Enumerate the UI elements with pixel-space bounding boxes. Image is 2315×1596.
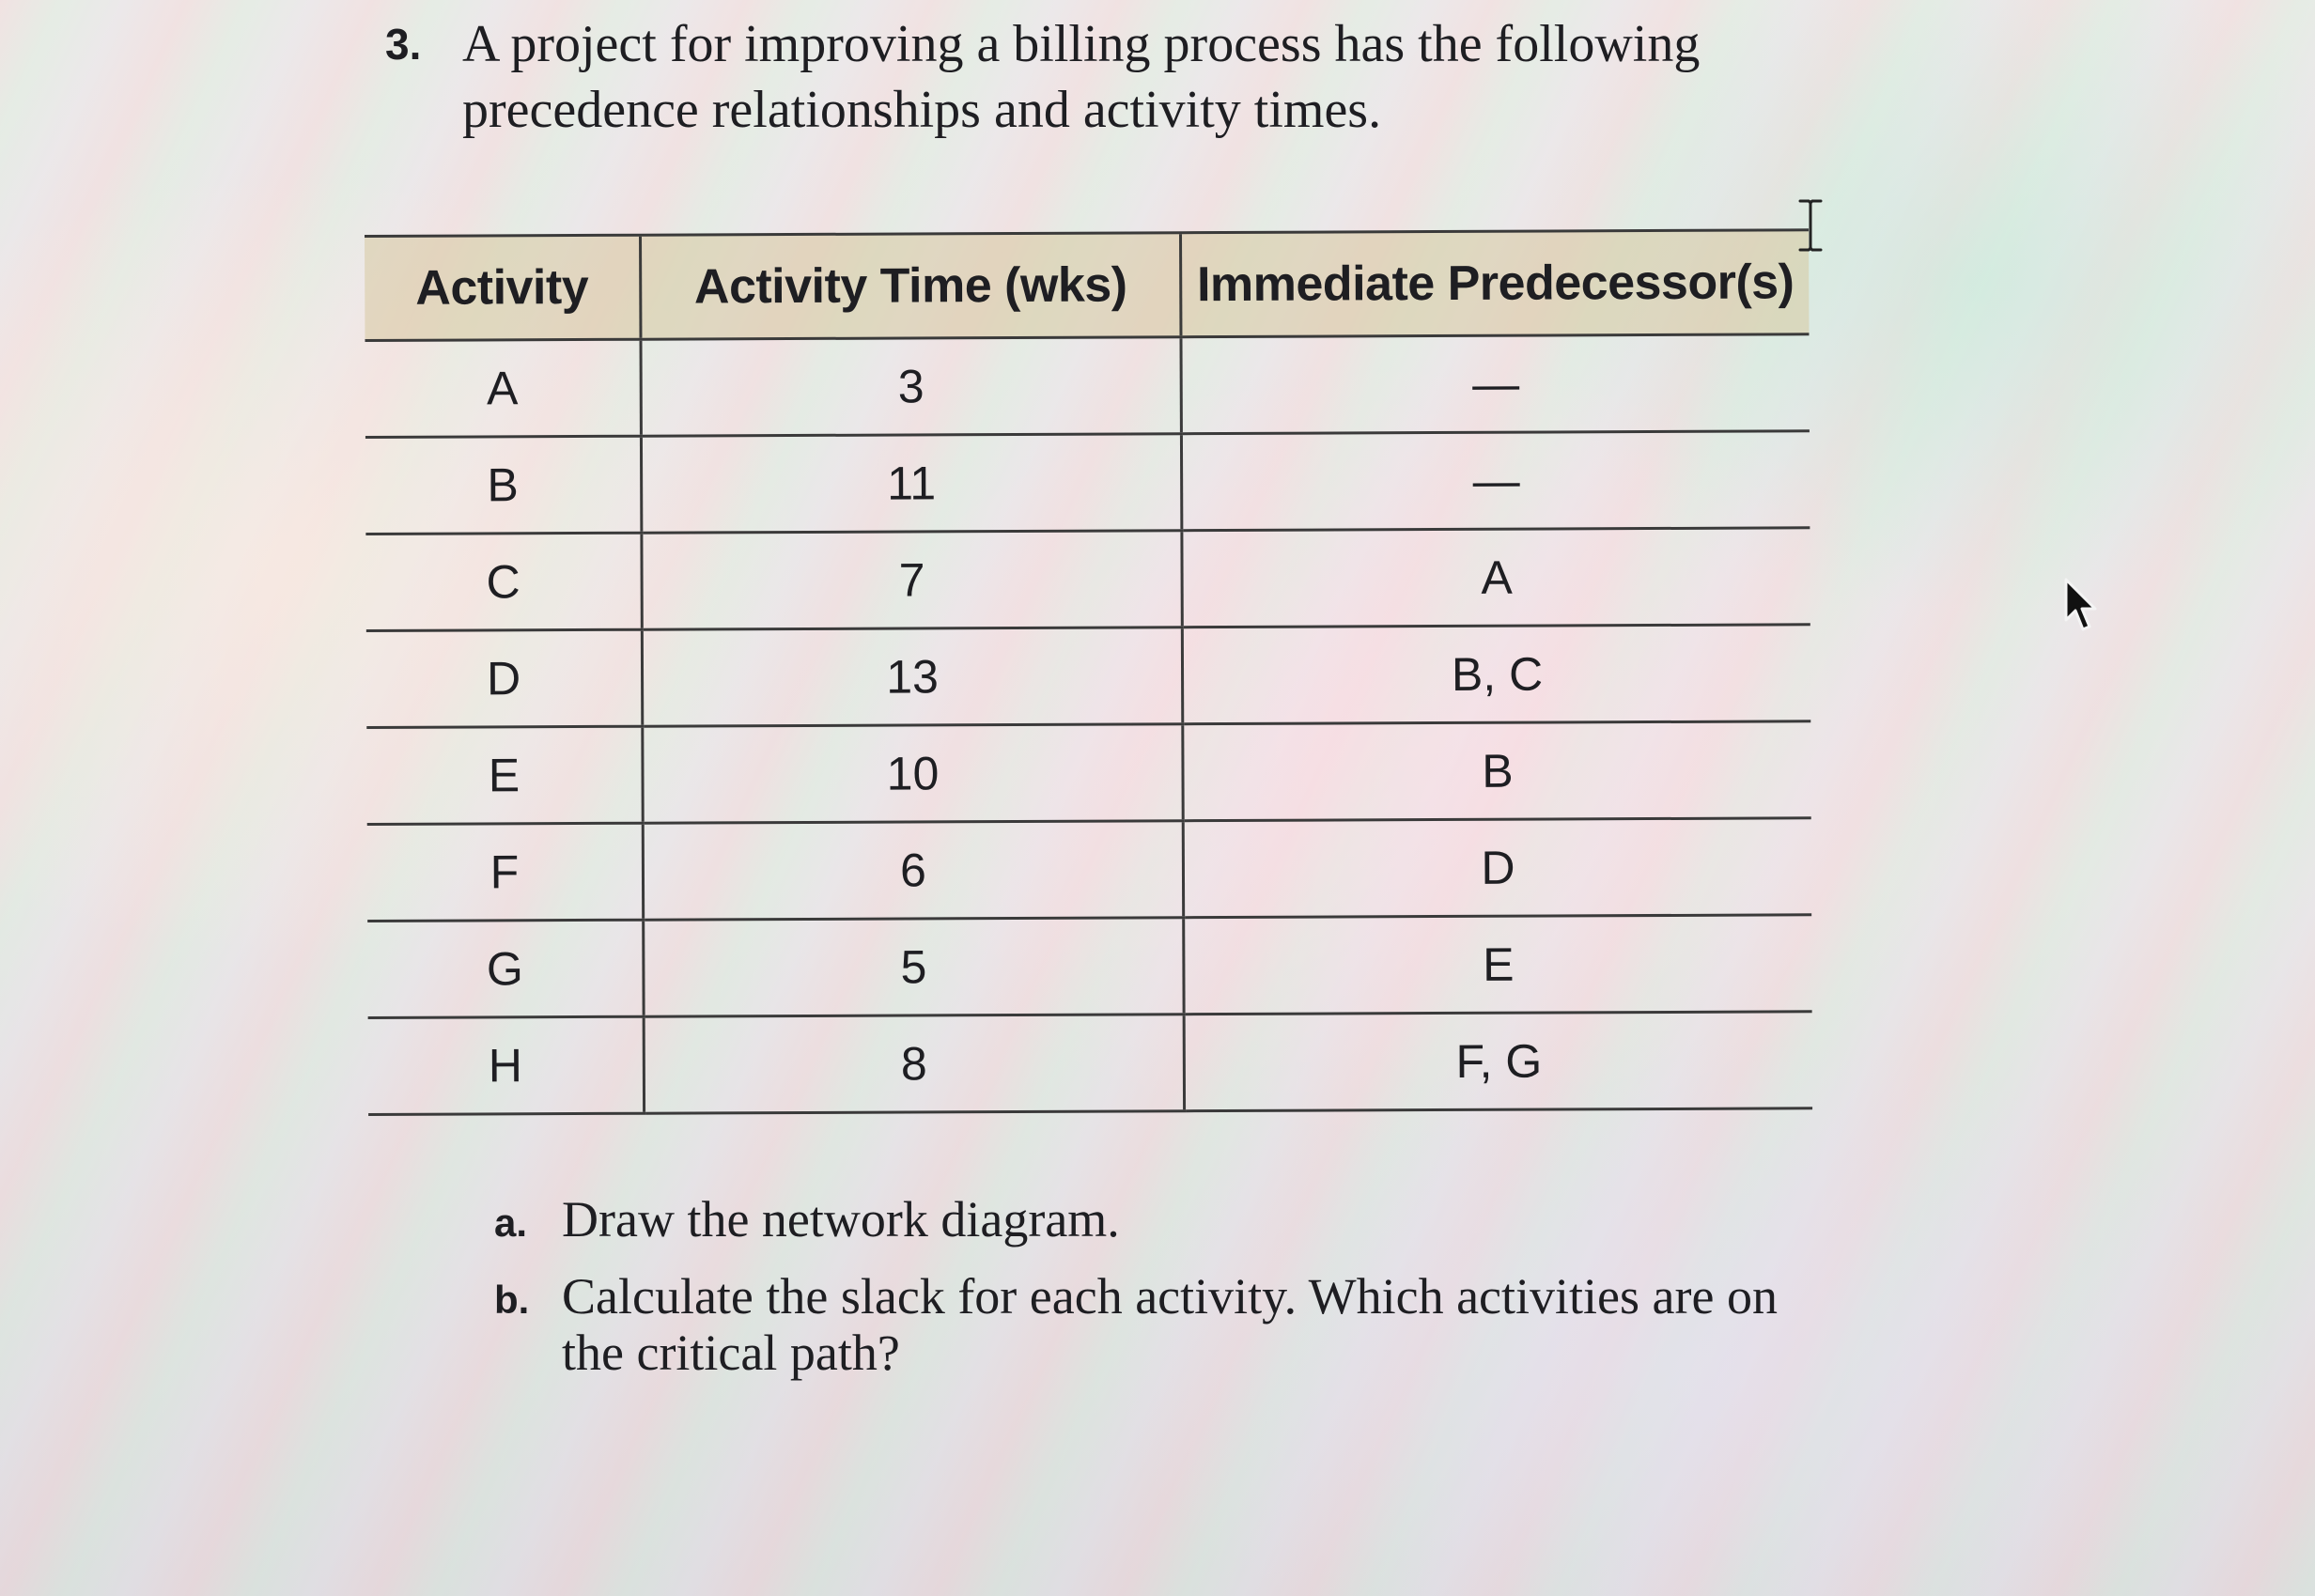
cell-activity: A xyxy=(365,339,641,437)
table-row xyxy=(366,721,1810,825)
cell-time: 6 xyxy=(643,821,1183,921)
i-beam-cursor-icon xyxy=(1796,199,1825,252)
cell-activity: H xyxy=(368,1016,645,1114)
cell-predecessors: — xyxy=(1181,431,1810,531)
cell-time: 7 xyxy=(642,531,1182,630)
header-activity-time: Activity Time (wks) xyxy=(641,233,1181,340)
cell-predecessors: F, G xyxy=(1184,1012,1812,1111)
part-a xyxy=(494,1191,1810,1247)
part-a-label: a. xyxy=(494,1201,528,1245)
table-row xyxy=(367,915,1811,1018)
table-header-row xyxy=(365,230,1809,341)
header-activity: Activity xyxy=(365,235,641,340)
part-b xyxy=(494,1268,1810,1381)
table-row xyxy=(366,625,1810,728)
question-block xyxy=(385,11,1851,143)
cell-time: 11 xyxy=(641,434,1181,534)
table-row xyxy=(365,528,1810,631)
cell-time: 8 xyxy=(644,1015,1184,1114)
cell-activity: C xyxy=(365,533,642,630)
part-b-text: Calculate the slack for each activity. Which activities are on the critical path? xyxy=(562,1268,1778,1381)
cell-activity: E xyxy=(366,726,643,824)
cell-predecessors: E xyxy=(1184,915,1812,1015)
question-number: 3. xyxy=(385,20,422,69)
cell-predecessors: — xyxy=(1181,334,1810,434)
arrow-pointer-icon xyxy=(2063,577,2101,635)
cell-predecessors: B xyxy=(1183,721,1811,821)
cell-activity: D xyxy=(366,629,643,727)
cell-time: 13 xyxy=(642,628,1182,727)
cell-time: 3 xyxy=(641,337,1181,437)
part-b-label: b. xyxy=(494,1278,530,1322)
cell-time: 5 xyxy=(644,918,1184,1017)
cell-predecessors: A xyxy=(1182,528,1810,628)
cell-activity: B xyxy=(365,436,642,534)
table-row xyxy=(367,818,1811,922)
table-row xyxy=(365,334,1809,438)
cell-predecessors: B, C xyxy=(1182,625,1810,724)
question-text: A project for improving a billing process has the following precedence relationships and activity times. xyxy=(462,15,1701,139)
question-parts xyxy=(494,1191,1810,1402)
part-a-text: Draw the network diagram. xyxy=(562,1191,1120,1247)
table-row xyxy=(368,1012,1812,1115)
activity-table xyxy=(365,228,1812,1116)
cell-activity: F xyxy=(367,823,644,921)
cell-activity: G xyxy=(367,920,644,1017)
header-immediate-predecessors: Immediate Predecessor(s) xyxy=(1180,230,1809,337)
activity-table-container xyxy=(365,228,1801,1116)
cell-predecessors: D xyxy=(1183,818,1811,918)
table-row xyxy=(365,431,1810,535)
cell-time: 10 xyxy=(643,724,1183,824)
